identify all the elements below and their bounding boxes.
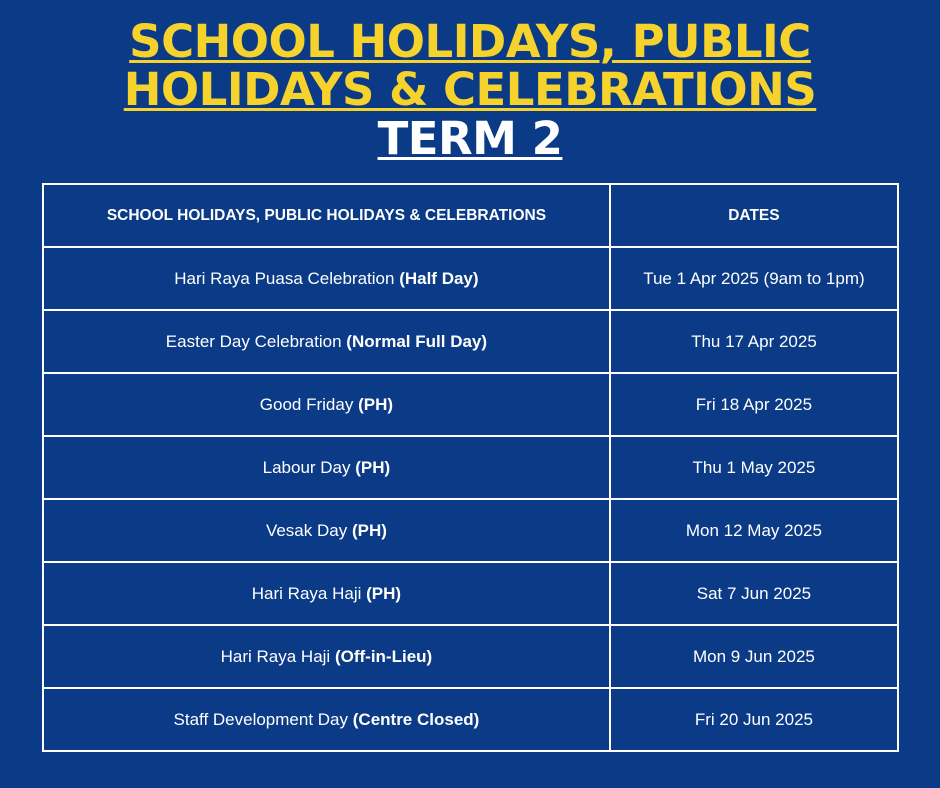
table-row: [43, 310, 898, 373]
date-cell: Tue 1 Apr 2025 (9am to 1pm): [610, 247, 898, 310]
event-cell: [43, 436, 610, 499]
event-name: Hari Raya Haji: [251, 583, 362, 603]
table-row: [43, 625, 898, 688]
date-cell: Fri 20 Jun 2025: [610, 688, 898, 751]
event-name: Vesak Day: [265, 520, 348, 540]
event-name: Hari Raya Haji: [220, 646, 331, 666]
table-row: [43, 562, 898, 625]
table-row: [43, 688, 898, 751]
event-note: (PH): [355, 457, 391, 477]
event-name: Labour Day: [262, 457, 351, 477]
event-cell: [43, 373, 610, 436]
event-note: (PH): [358, 394, 394, 414]
event-name: Hari Raya Puasa Celebration: [174, 268, 395, 288]
event-cell: [43, 562, 610, 625]
event-note: (Centre Closed): [352, 709, 480, 729]
term-heading: TERM 2: [377, 112, 563, 165]
header-dates: DATES: [610, 184, 898, 247]
event-cell: [43, 625, 610, 688]
event-name: Easter Day Celebration: [165, 331, 342, 351]
event-note: (PH): [366, 583, 402, 603]
event-cell: [43, 247, 610, 310]
event-cell: [43, 499, 610, 562]
event-note: (Half Day): [399, 268, 479, 288]
table-row: [43, 373, 898, 436]
event-note: (Normal Full Day): [346, 331, 488, 351]
event-cell: [43, 310, 610, 373]
table-row: [43, 247, 898, 310]
header-event: SCHOOL HOLIDAYS, PUBLIC HOLIDAYS & CELEBRATIONS: [43, 184, 610, 247]
event-name: Good Friday: [259, 394, 354, 414]
event-cell: [43, 688, 610, 751]
date-cell: Thu 17 Apr 2025: [610, 310, 898, 373]
date-cell: Fri 18 Apr 2025: [610, 373, 898, 436]
holidays-table: [42, 183, 899, 752]
event-note: (Off-in-Lieu): [334, 646, 433, 666]
page-title: [0, 15, 940, 165]
event-name: Staff Development Day: [173, 709, 349, 729]
date-cell: Mon 12 May 2025: [610, 499, 898, 562]
date-cell: Sat 7 Jun 2025: [610, 562, 898, 625]
table-row: [43, 499, 898, 562]
title-line-1: SCHOOL HOLIDAYS, PUBLIC: [129, 15, 811, 68]
table-header-row: [43, 184, 898, 247]
title-line-2: HOLIDAYS & CELEBRATIONS: [123, 63, 817, 116]
event-note: (PH): [351, 520, 387, 540]
date-cell: Mon 9 Jun 2025: [610, 625, 898, 688]
date-cell: Thu 1 May 2025: [610, 436, 898, 499]
table-row: [43, 436, 898, 499]
